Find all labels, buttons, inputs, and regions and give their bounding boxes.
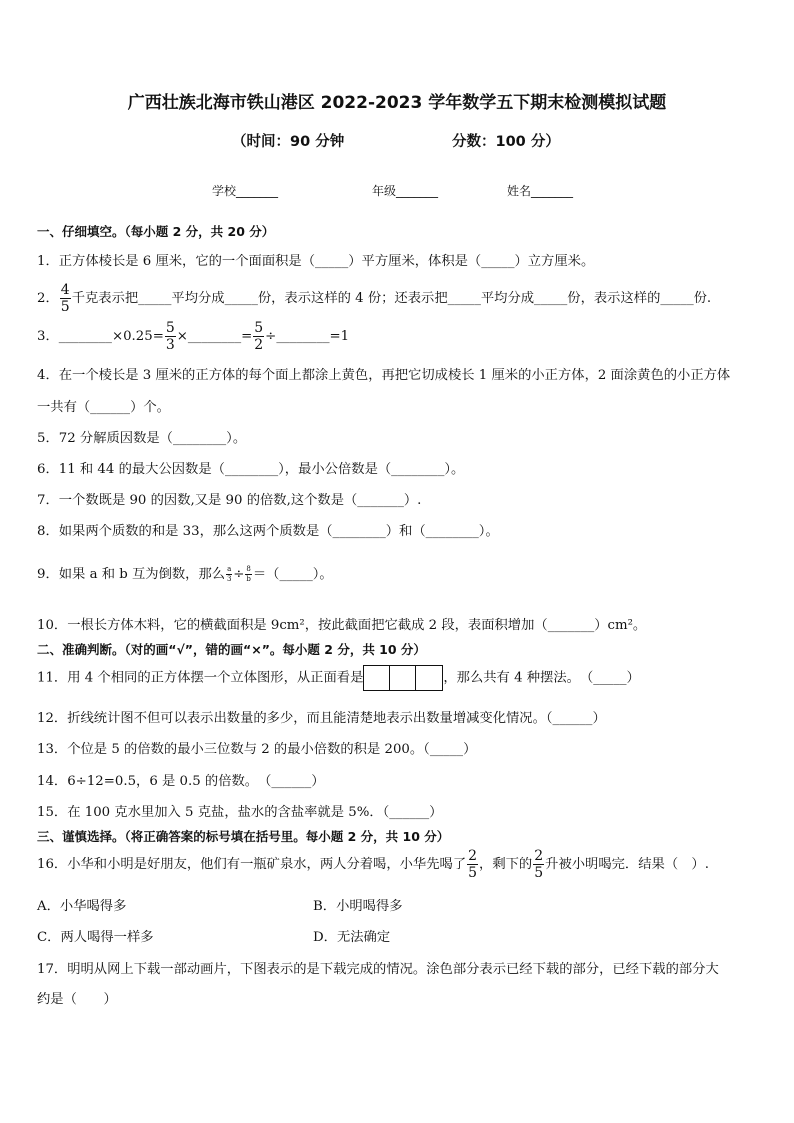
front-view-squares bbox=[363, 665, 443, 691]
q2-fraction-numerator: 4 bbox=[60, 282, 70, 298]
q2-text: 千克表示把_____平均分成_____份，表示这样的 4 份；还表示把_____平均分成_____份，表示这样的_____份. bbox=[71, 291, 712, 306]
square-1 bbox=[364, 666, 390, 690]
question-10: 10．一根长方体木料，它的横截面积是 9cm²，按此截面把它截成 2 段，表面积增加（_______）cm²。 bbox=[37, 618, 647, 633]
school-field: 学校_______ bbox=[212, 184, 279, 198]
q9-fraction-2-denominator: b bbox=[246, 575, 251, 583]
q3-part-a: 3．________×0.25= bbox=[37, 329, 164, 344]
q11-part-b: ，那么共有 4 种摆法。 （_____） bbox=[443, 670, 640, 686]
question-1: 1．正方体棱长是 6 厘米，它的一个面面积是（_____）平方厘米，体积是（_____）立方厘米。 bbox=[37, 254, 595, 269]
question-4-line-2: 一共有（______）个。 bbox=[37, 400, 170, 415]
q16-fraction-2-denominator: 5 bbox=[534, 865, 544, 881]
q3-fraction-1-denominator: 3 bbox=[165, 337, 175, 353]
section-3-heading: 三、谨慎选择。（将正确答案的标号填在括号里。每小题 2 分，共 10 分） bbox=[37, 829, 450, 844]
q3-part-b: ×________= bbox=[176, 329, 253, 344]
q16-fraction-1-numerator: 2 bbox=[468, 848, 478, 864]
q3-fraction-2 bbox=[253, 321, 264, 352]
q16-fraction-2 bbox=[533, 849, 544, 880]
q9-operator: ÷ bbox=[233, 567, 245, 582]
name-field: 姓名_______ bbox=[507, 184, 574, 198]
question-7: 7．一个数既是 90 的因数,又是 90 的倍数,这个数是（_______）. bbox=[37, 493, 422, 508]
q16-option-d: D．无法确定 bbox=[313, 930, 391, 945]
q16-option-c: C．两人喝得一样多 bbox=[37, 930, 154, 945]
q9-fraction-1-denominator: 3 bbox=[226, 575, 232, 583]
q2-fraction-denominator: 5 bbox=[60, 299, 70, 315]
q2-prefix: 2． bbox=[37, 291, 59, 306]
q3-fraction-1-numerator: 5 bbox=[165, 320, 175, 336]
q16-part-b: ，剩下的 bbox=[479, 857, 533, 872]
question-9 bbox=[37, 563, 333, 583]
question-8: 8．如果两个质数的和是 33，那么这两个质数是（________）和（________）。 bbox=[37, 524, 499, 539]
q16-option-b: B．小明喝得多 bbox=[313, 899, 403, 914]
question-16 bbox=[37, 849, 709, 880]
section-1-heading: 一、仔细填空。（每小题 2 分，共 20 分） bbox=[37, 224, 275, 239]
question-17-line-2: 约是（ ） bbox=[37, 992, 117, 1007]
section-2-heading: 二、准确判断。（对的画“√”，错的画“×”。每小题 2 分，共 10 分） bbox=[37, 642, 426, 657]
q9-part-a: 9．如果 a 和 b 互为倒数，那么 bbox=[37, 567, 226, 582]
q16-fraction-1 bbox=[467, 849, 478, 880]
q16-part-a: 16．小华和小明是好朋友，他们有一瓶矿泉水，两人分着喝，小华先喝了 bbox=[37, 857, 467, 872]
q3-fraction-1 bbox=[165, 321, 176, 352]
grade-field: 年级_______ bbox=[372, 184, 439, 198]
q9-part-b: ＝（_____）。 bbox=[252, 567, 333, 582]
question-17-line-1: 17．明明从网上下载一部动画片，下图表示的是下载完成的情况。涂色部分表示已经下载的部分，已经下载的部分大 bbox=[37, 962, 719, 977]
question-2 bbox=[37, 283, 711, 314]
square-3 bbox=[416, 666, 442, 690]
question-12: 12．折线统计图不但可以表示出数量的多少，而且能清楚地表示出数量增减变化情况。（______） bbox=[37, 711, 606, 726]
q2-fraction bbox=[60, 283, 71, 314]
q9-fraction-2 bbox=[245, 566, 251, 583]
q3-fraction-2-denominator: 2 bbox=[254, 337, 264, 353]
q3-part-c: ÷________=1 bbox=[265, 329, 350, 344]
q11-part-a: 11．用 4 个相同的正方体摆一个立体图形，从正面看是 bbox=[37, 670, 364, 686]
question-6: 6．11 和 44 的最大公因数是（________），最小公倍数是（________）。 bbox=[37, 462, 465, 477]
question-5: 5．72 分解质因数是（________）。 bbox=[37, 431, 247, 446]
question-11 bbox=[37, 665, 640, 691]
full-score: 分数：100 分） bbox=[452, 134, 560, 150]
q9-fraction-1-numerator: a bbox=[227, 565, 232, 573]
question-14: 14．6÷12=0.5，6 是 0.5 的倍数。 （______） bbox=[37, 774, 325, 789]
q9-fraction-1 bbox=[226, 566, 232, 583]
square-2 bbox=[390, 666, 416, 690]
q16-option-a: A．小华喝得多 bbox=[37, 899, 127, 914]
q16-fraction-2-numerator: 2 bbox=[534, 848, 544, 864]
q16-part-c: 升被小明喝完．结果（ ）. bbox=[545, 857, 709, 872]
page-title: 广西壮族北海市铁山港区 2022-2023 学年数学五下期末检测模拟试题 bbox=[127, 93, 667, 113]
question-15: 15．在 100 克水里加入 5 克盐，盐水的含盐率就是 5%．（______） bbox=[37, 805, 443, 820]
question-13: 13．个位是 5 的倍数的最小三位数与 2 的最小倍数的积是 200。（_____） bbox=[37, 742, 477, 757]
q16-fraction-1-denominator: 5 bbox=[468, 865, 478, 881]
q3-fraction-2-numerator: 5 bbox=[254, 320, 264, 336]
time-limit: （时间：90 分钟 bbox=[232, 134, 345, 150]
question-3 bbox=[37, 321, 349, 352]
q9-fraction-2-numerator: 8 bbox=[246, 565, 251, 573]
question-4-line-1: 4．在一个棱长是 3 厘米的正方体的每个面上都涂上黄色，再把它切成棱长 1 厘米的小正方体，2 面涂黄色的小正方体 bbox=[37, 368, 731, 383]
